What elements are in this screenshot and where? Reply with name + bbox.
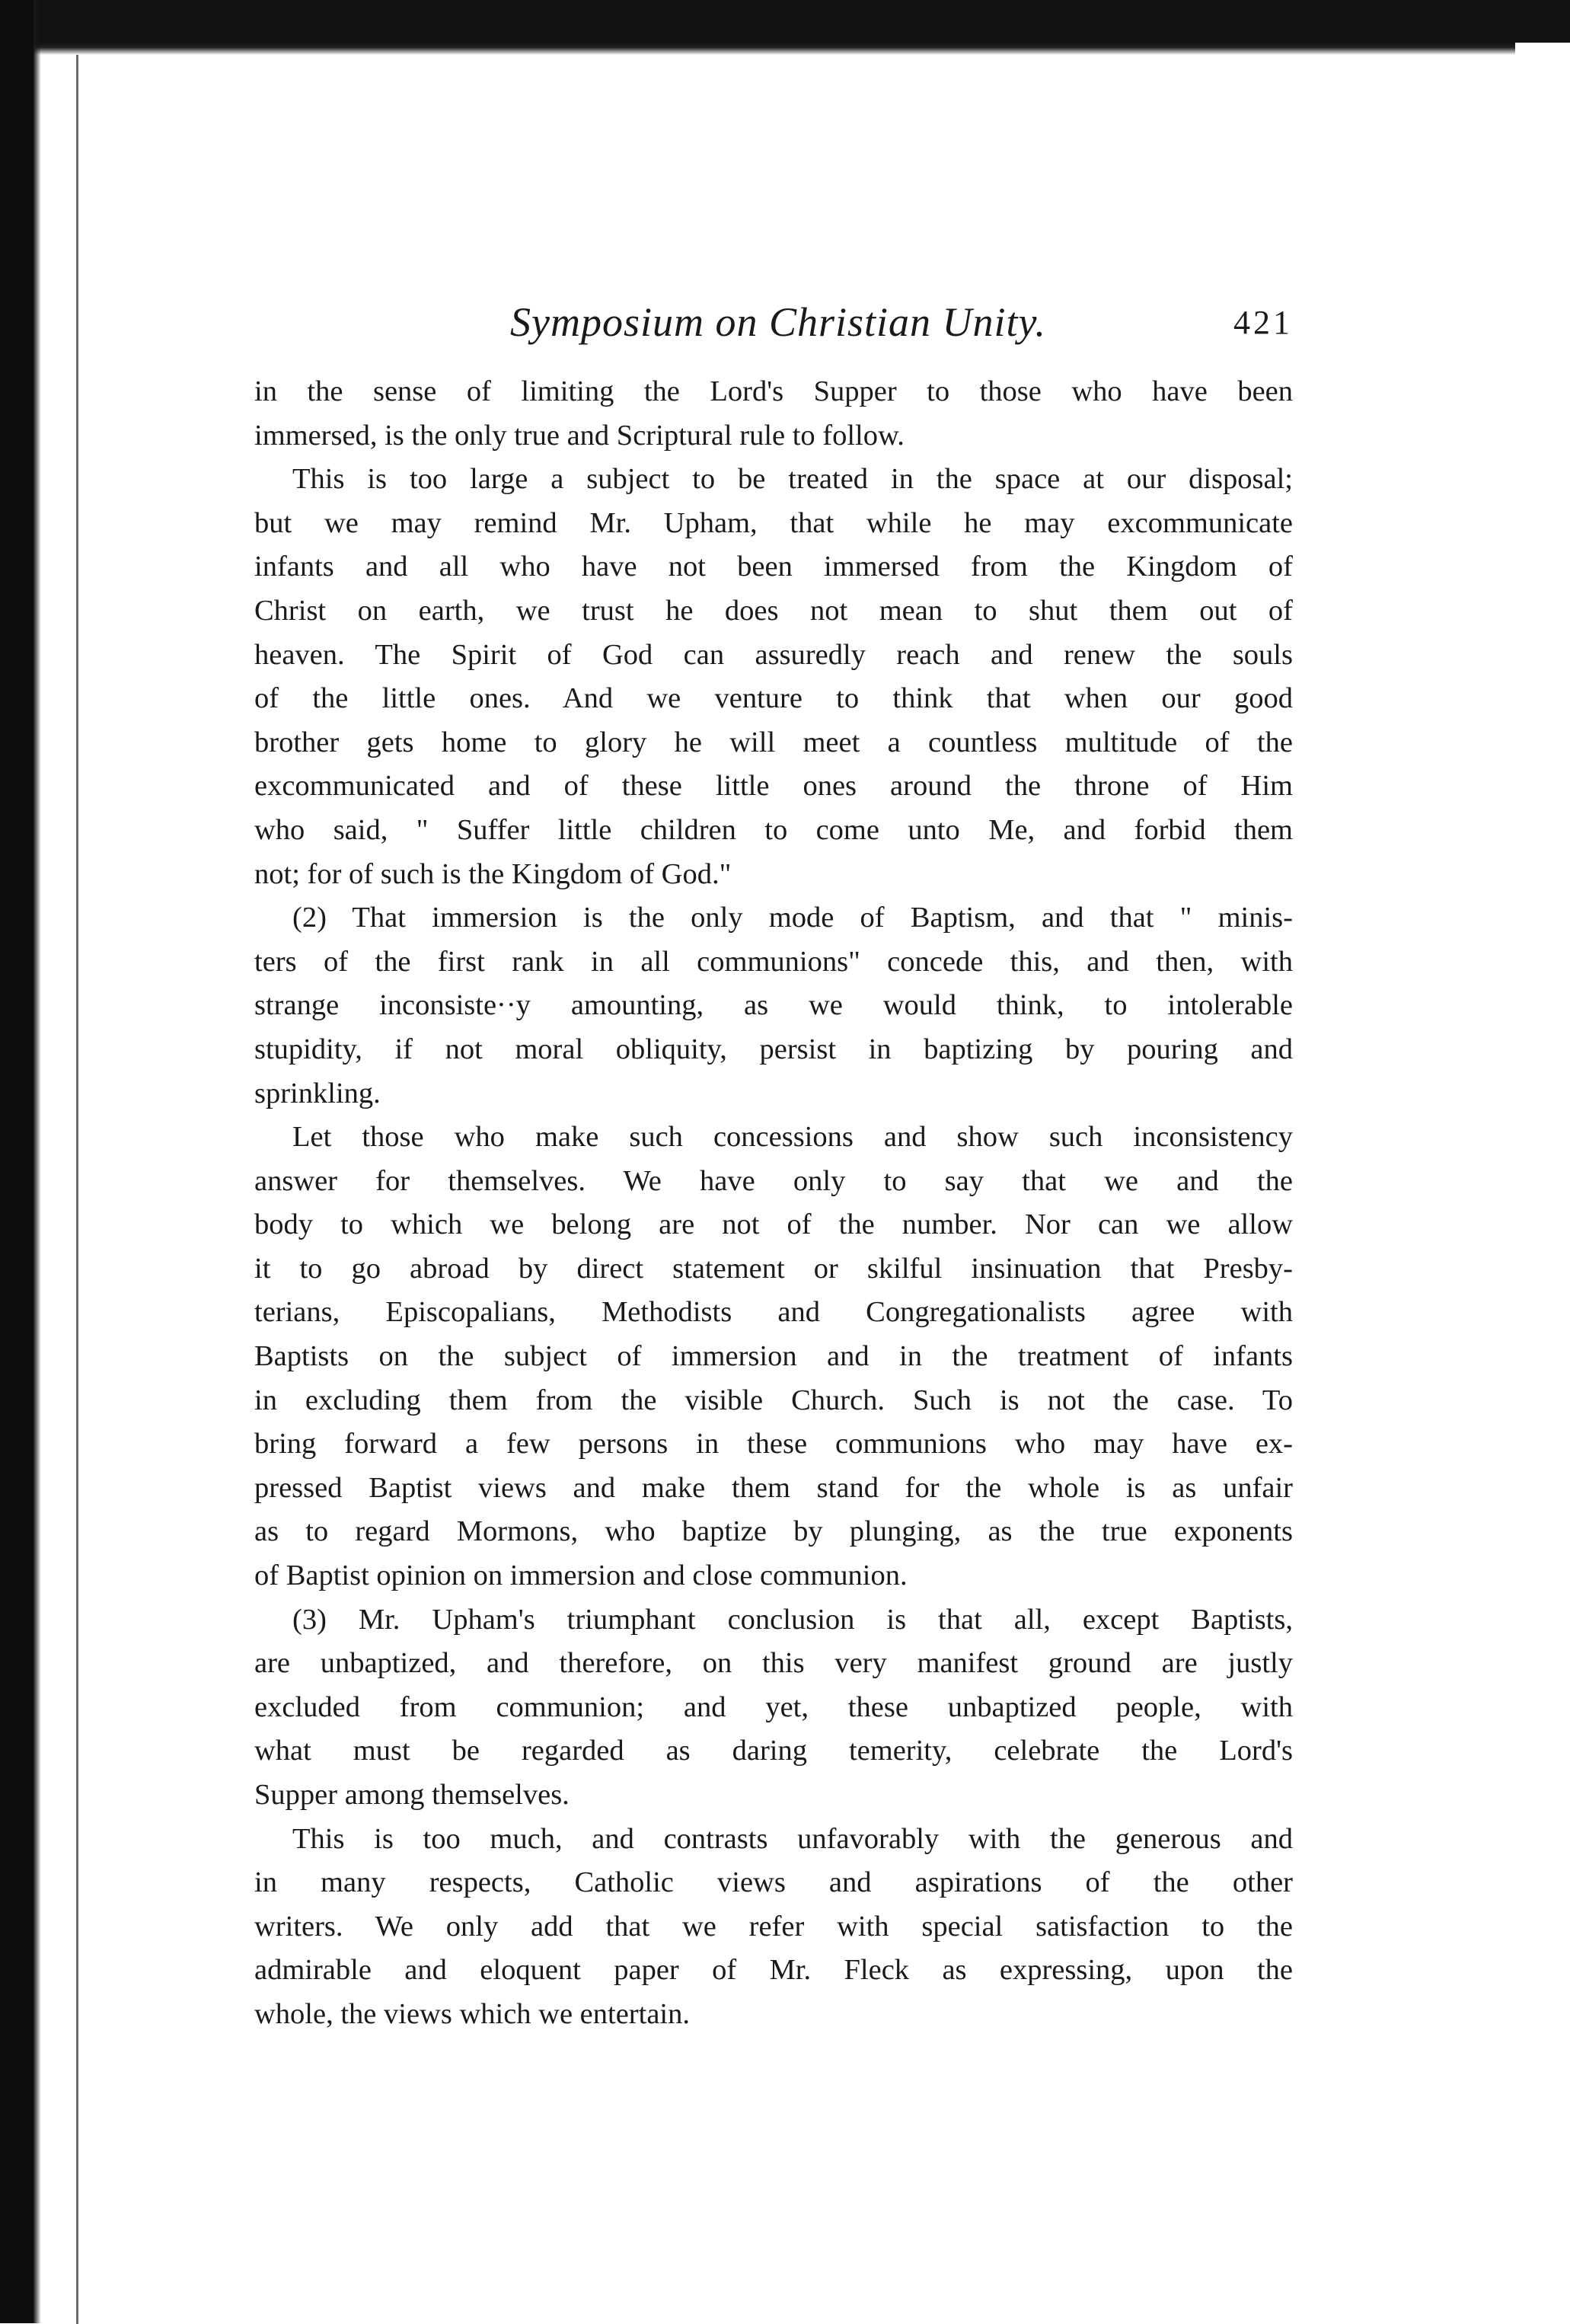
text-line: it to go abroad by direct statement or skilful insinuation that Presby- [254,1252,1293,1285]
text-line: whole, the views which we entertain. [254,1997,690,2030]
text-line: Let those who make such concessions and show such inconsistency [292,1121,1293,1154]
paragraph [254,1116,1293,1598]
text-line: in many respects, Catholic views and aspirations of the other [254,1866,1293,1899]
text-line: sprinkling. [254,1077,381,1109]
text-line: excluded from communion; and yet, these unbaptized people, with [254,1690,1293,1723]
text-line: in the sense of limiting the Lord's Supper to those who have been [254,375,1293,407]
text-line: ters of the first rank in all communions" concede this, and then, with [254,945,1293,978]
text-line: what must be regarded as daring temerity, celebrate the Lord's [254,1735,1293,1767]
text-line: of the little ones. And we venture to think that when our good [254,682,1293,715]
scan-left-border [0,0,34,2323]
text-line: excommunicated and of these little ones around the throne of Him [254,770,1293,803]
text-line: in excluding them from the visible Church. Such is not the case. To [254,1384,1293,1416]
body-text [254,370,1293,2037]
text-line: Supper among themselves. [254,1779,570,1811]
text-line: brother gets home to glory he will meet a countless multitude of the [254,726,1293,758]
text-line: (2) That immersion is the only mode of Baptism, and that " minis- [292,902,1293,934]
text-line: strange inconsiste··y amounting, as we would think, to intolerable [254,989,1293,1022]
text-line: bring forward a few persons in these communions who may have ex- [254,1428,1293,1460]
paragraph [254,458,1293,896]
gutter-rule [76,55,78,2324]
text-line: not; for of such is the Kingdom of God." [254,857,732,890]
text-line: heaven. The Spirit of God can assuredly reach and renew the souls [254,638,1293,671]
text-line: stupidity, if not moral obliquity, persist in baptizing by pouring and [254,1033,1293,1065]
text-line: are unbaptized, and therefore, on this very manifest ground are justly [254,1647,1293,1680]
text-line: body to which we belong are not of the number. Nor can we allow [254,1208,1293,1241]
text-line: infants and all who have not been immersed from the Kingdom of [254,551,1293,583]
text-line: of Baptist opinion on immersion and close communion. [254,1559,908,1592]
scan-top-border [0,0,1570,43]
text-line: Christ on earth, we trust he does not mean to shut them out of [254,594,1293,627]
text-line: answer for themselves. We have only to say that we and the [254,1164,1293,1197]
paragraph [254,1598,1293,1818]
text-line: This is too much, and contrasts unfavorably with the generous and [292,1822,1293,1855]
text-line: immersed, is the only true and Scriptural rule to follow. [254,419,905,452]
text-line: terians, Episcopalians, Methodists and Congregationalists agree with [254,1296,1293,1329]
text-line: who said, " Suffer little children to come unto Me, and forbid them [254,813,1293,846]
running-head-title: Symposium on Christian Unity. [510,299,1047,345]
page-number: 421 [1233,304,1293,341]
text-line: writers. We only add that we refer with special satisfaction to the [254,1910,1293,1943]
paragraph [254,370,1293,458]
running-head [254,298,1293,356]
text-line: pressed Baptist views and make them stand for the whole is as unfair [254,1471,1293,1504]
text-line: Baptists on the subject of immersion and in the treatment of infants [254,1340,1293,1373]
text-line: This is too large a subject to be treated in the space at our disposal; [292,463,1293,496]
paragraph [254,896,1293,1116]
text-line: admirable and eloquent paper of Mr. Fleck as expressing, upon the [254,1954,1293,1987]
paragraph [254,1818,1293,2037]
text-line: but we may remind Mr. Upham, that while he may excommunicate [254,506,1293,539]
text-line: as to regard Mormons, who baptize by plunging, as the true exponents [254,1515,1293,1548]
text-line: (3) Mr. Upham's triumphant conclusion is that all, except Baptists, [292,1603,1293,1636]
book-page [254,298,1293,2037]
